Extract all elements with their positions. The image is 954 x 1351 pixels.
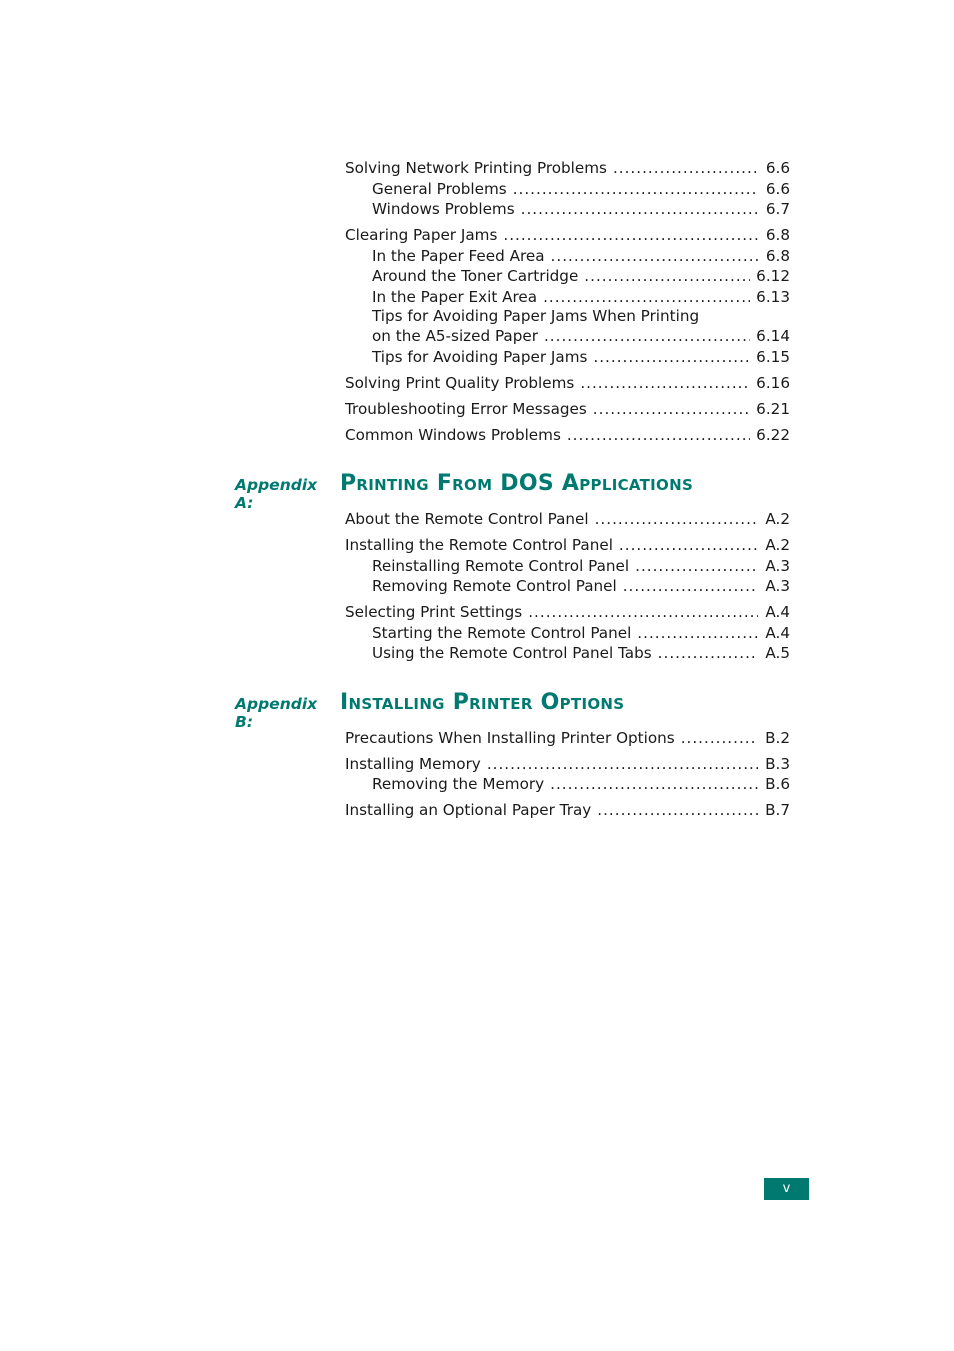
toc-entry-page: 6.7 xyxy=(765,200,790,218)
toc-entry-title: Reinstalling Remote Control Panel xyxy=(372,556,630,575)
toc-entry[interactable] xyxy=(345,800,790,821)
toc-entry-page: A.4 xyxy=(765,623,790,642)
toc-leader-dots xyxy=(580,373,750,394)
toc-entry-page: 6.15 xyxy=(756,347,790,366)
toc-leader-dots xyxy=(597,800,758,821)
toc-leader-dots xyxy=(584,266,750,287)
toc-leader-dots xyxy=(513,179,758,200)
toc-entry-page: B.7 xyxy=(765,801,790,819)
toc-entry-title: In the Paper Feed Area xyxy=(372,246,545,265)
toc-entry-title: Using the Remote Control Panel Tabs xyxy=(372,644,652,662)
toc-entry-page: 6.16 xyxy=(756,373,790,392)
toc-entry[interactable] xyxy=(345,199,790,220)
toc-entry-page: 6.22 xyxy=(756,425,790,444)
toc-leader-dots xyxy=(544,326,750,347)
toc-leader-dots xyxy=(623,576,758,597)
toc-entry[interactable] xyxy=(345,399,790,420)
toc-entry-page: A.5 xyxy=(765,644,790,662)
toc-entry[interactable] xyxy=(345,774,790,795)
toc-entry[interactable] xyxy=(345,307,790,326)
toc-entry-page: 6.12 xyxy=(756,267,790,285)
toc-entry[interactable] xyxy=(345,347,790,368)
toc-entry[interactable] xyxy=(345,246,790,267)
toc-leader-dots xyxy=(595,509,758,530)
toc-leader-dots xyxy=(521,199,758,220)
toc-entry[interactable] xyxy=(345,509,790,530)
appendix-b-heading: Installing Printer Options xyxy=(340,689,625,715)
toc-entry-title: Starting the Remote Control Panel xyxy=(372,623,632,642)
toc-leader-dots xyxy=(528,602,758,623)
toc-entry-title: Around the Toner Cartridge xyxy=(372,267,579,285)
toc-entry-title: Troubleshooting Error Messages xyxy=(345,399,587,418)
toc-entry-page: 6.6 xyxy=(765,179,790,198)
appendix-a-header xyxy=(235,471,790,512)
toc-entry-title: Installing the Remote Control Panel xyxy=(345,536,613,554)
toc-entry-title: Precautions When Installing Printer Options xyxy=(345,728,675,747)
toc-leader-dots xyxy=(619,535,758,556)
toc-leader-dots xyxy=(681,728,758,749)
toc-entry-page: B.2 xyxy=(765,728,790,747)
toc-entry[interactable] xyxy=(345,373,790,394)
page-number-badge: v xyxy=(764,1178,809,1200)
toc-entry-page: 6.14 xyxy=(756,327,790,345)
toc-leader-dots xyxy=(567,425,750,446)
toc-entry-page: A.3 xyxy=(765,556,790,575)
toc-entry-title: Tips for Avoiding Paper Jams When Printing xyxy=(372,307,700,325)
toc-entry[interactable] xyxy=(345,728,790,749)
toc-entry-title: Solving Print Quality Problems xyxy=(345,373,575,392)
toc-entry-page: A.2 xyxy=(765,536,790,554)
toc-entry-title: Removing the Memory xyxy=(372,775,545,793)
toc-entry-page: 6.8 xyxy=(765,246,790,265)
toc-entry-title: Installing an Optional Paper Tray xyxy=(345,801,592,819)
toc-entry[interactable] xyxy=(345,556,790,577)
toc-entry-title: Common Windows Problems xyxy=(345,425,561,444)
appendix-a-label: Appendix A: xyxy=(235,476,318,512)
toc-entry-page: A.4 xyxy=(765,603,790,621)
toc-entry-page: 6.13 xyxy=(756,287,790,306)
toc-entry[interactable] xyxy=(345,643,790,664)
toc-entry-page: B.6 xyxy=(765,775,790,793)
toc-section-appendix-b xyxy=(345,728,790,821)
appendix-b-header xyxy=(235,689,790,731)
toc-entry-page: 6.6 xyxy=(765,159,790,177)
toc-leader-dots xyxy=(551,246,758,267)
toc-leader-dots xyxy=(637,623,758,644)
toc-entry-page: 6.21 xyxy=(756,399,790,418)
toc-entry[interactable] xyxy=(345,602,790,623)
toc-leader-dots xyxy=(658,643,758,664)
toc-leader-dots xyxy=(550,774,758,795)
toc-entry-title: Removing Remote Control Panel xyxy=(372,577,617,595)
appendix-b-label: Appendix B: xyxy=(235,694,318,731)
toc-entry[interactable] xyxy=(345,754,790,775)
toc-entry[interactable] xyxy=(345,179,790,200)
toc-entry-continued[interactable] xyxy=(345,326,790,347)
toc-entry-title: Clearing Paper Jams xyxy=(345,226,498,244)
toc-entry[interactable] xyxy=(345,623,790,644)
toc-entry-title: Tips for Avoiding Paper Jams xyxy=(372,347,588,366)
toc-section-troubleshooting xyxy=(345,158,790,445)
toc-leader-dots xyxy=(487,754,758,775)
toc-entry-title: on the A5-sized Paper xyxy=(372,327,538,345)
toc-leader-dots xyxy=(613,158,758,179)
toc-leader-dots xyxy=(543,287,750,308)
appendix-a-heading: Printing From DOS Applications xyxy=(340,471,694,496)
toc-entry-title: General Problems xyxy=(372,179,507,198)
toc-entry-page: A.3 xyxy=(765,577,790,595)
toc-entry-title: Solving Network Printing Problems xyxy=(345,159,607,177)
toc-leader-dots xyxy=(503,225,758,246)
toc-entry-page: 6.8 xyxy=(765,226,790,244)
toc-entry-page: B.3 xyxy=(765,754,790,773)
toc-entry-title: In the Paper Exit Area xyxy=(372,287,538,306)
toc-entry[interactable] xyxy=(345,576,790,597)
toc-entry[interactable] xyxy=(345,225,790,246)
toc-leader-dots xyxy=(593,347,750,368)
toc-entry[interactable] xyxy=(345,535,790,556)
toc-entry-title: About the Remote Control Panel xyxy=(345,510,589,528)
toc-entry[interactable] xyxy=(345,425,790,446)
toc-section-appendix-a xyxy=(345,509,790,664)
toc-leader-dots xyxy=(635,556,758,577)
table-of-contents xyxy=(235,158,790,821)
toc-entry[interactable] xyxy=(345,158,790,179)
toc-entry[interactable] xyxy=(345,266,790,287)
toc-entry-title: Installing Memory xyxy=(345,754,481,773)
toc-entry-title: Selecting Print Settings xyxy=(345,603,523,621)
toc-entry-page: A.2 xyxy=(765,510,790,528)
toc-entry-title: Windows Problems xyxy=(372,200,515,218)
toc-leader-dots xyxy=(593,399,750,420)
toc-entry[interactable] xyxy=(345,287,790,308)
